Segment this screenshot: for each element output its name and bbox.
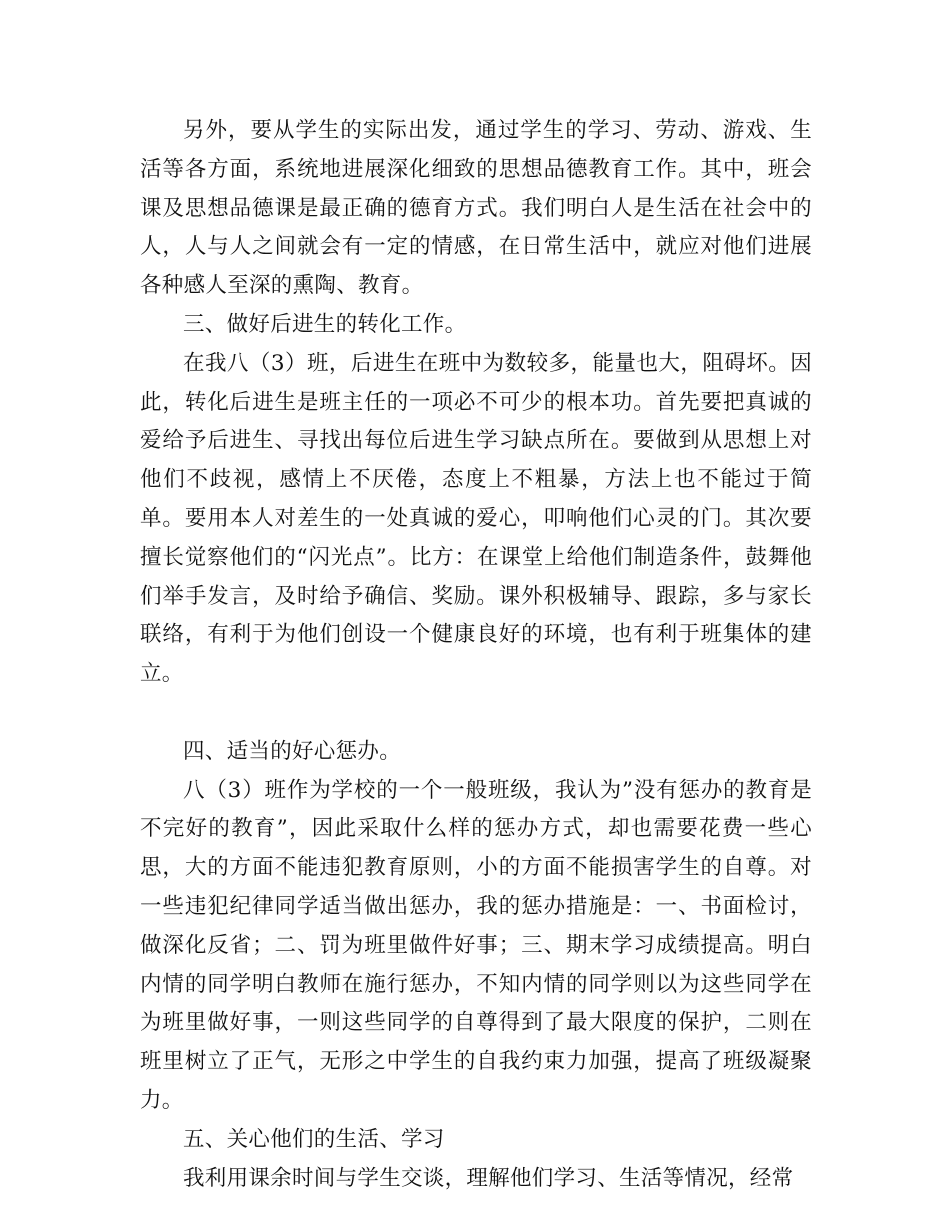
heading-section-5: 五、关心他们的生活、学习 (183, 1126, 445, 1152)
document-body (140, 112, 812, 1198)
paragraph-discipline: 八（3）班作为学校的一个一般班级，我认为”没有惩办的教育是不完好的教育”，因此采取什么样的惩办方式，却也需要花费一些心思，大的方面不能违犯教育原则，小的方面不能损害学生的自尊。对一些违犯纪律同学适当做出惩办，我的惩办措施是：一、书面检讨，做深化反省；二、罚为班里做件好事；三、期末学习成绩提高。明白内情的同学明白教师在施行惩办，不知内情的同学则以为这些同学在为班里做好事，一则这些同学的自尊得到了最大限度的保护，二则在班里树立了正气，无形之中学生的自我约束力加强，提高了班级凝聚力。 (140, 777, 812, 1113)
paragraph-care: 我利用课余时间与学生交谈，理解他们学习、生活等情况，经常 (183, 1165, 794, 1191)
paragraph-underachievers: 在我八（3）班，后进生在班中为数较多，能量也大，阻碍坏。因此，转化后进生是班主任的一项必不可少的根本功。首先要把真诚的爱给予后进生、寻找出每位后进生学习缺点所在。要做到从思想上对他们不歧视，感情上不厌倦，态度上不粗暴，方法上也不能过于简单。要用本人对差生的一处真诚的爱心，叩响他们心灵的门。其次要擅长觉察他们的“闪光点”。比方：在课堂上给他们制造条件，鼓舞他们举手发言，及时给予确信、奖励。课外积极辅导、跟踪，多与家长联络，有利于为他们创设一个健康良好的环境，也有利于班集体的建立。 (140, 350, 812, 687)
heading-section-4: 四、适当的好心惩办。 (183, 738, 402, 764)
paragraph-moral-education: 另外，要从学生的实际出发，通过学生的学习、劳动、游戏、生活等各方面，系统地进展深化细致的思想品德教育工作。其中，班会课及思想品德课是最正确的德育方式。我们明白人是生活在社会中的人，人与人之间就会有一定的情感，在日常生活中，就应对他们进展各种感人至深的熏陶、教育。 (140, 118, 812, 299)
heading-section-3: 三、做好后进生的转化工作。 (183, 311, 467, 337)
blank-line (140, 694, 812, 733)
